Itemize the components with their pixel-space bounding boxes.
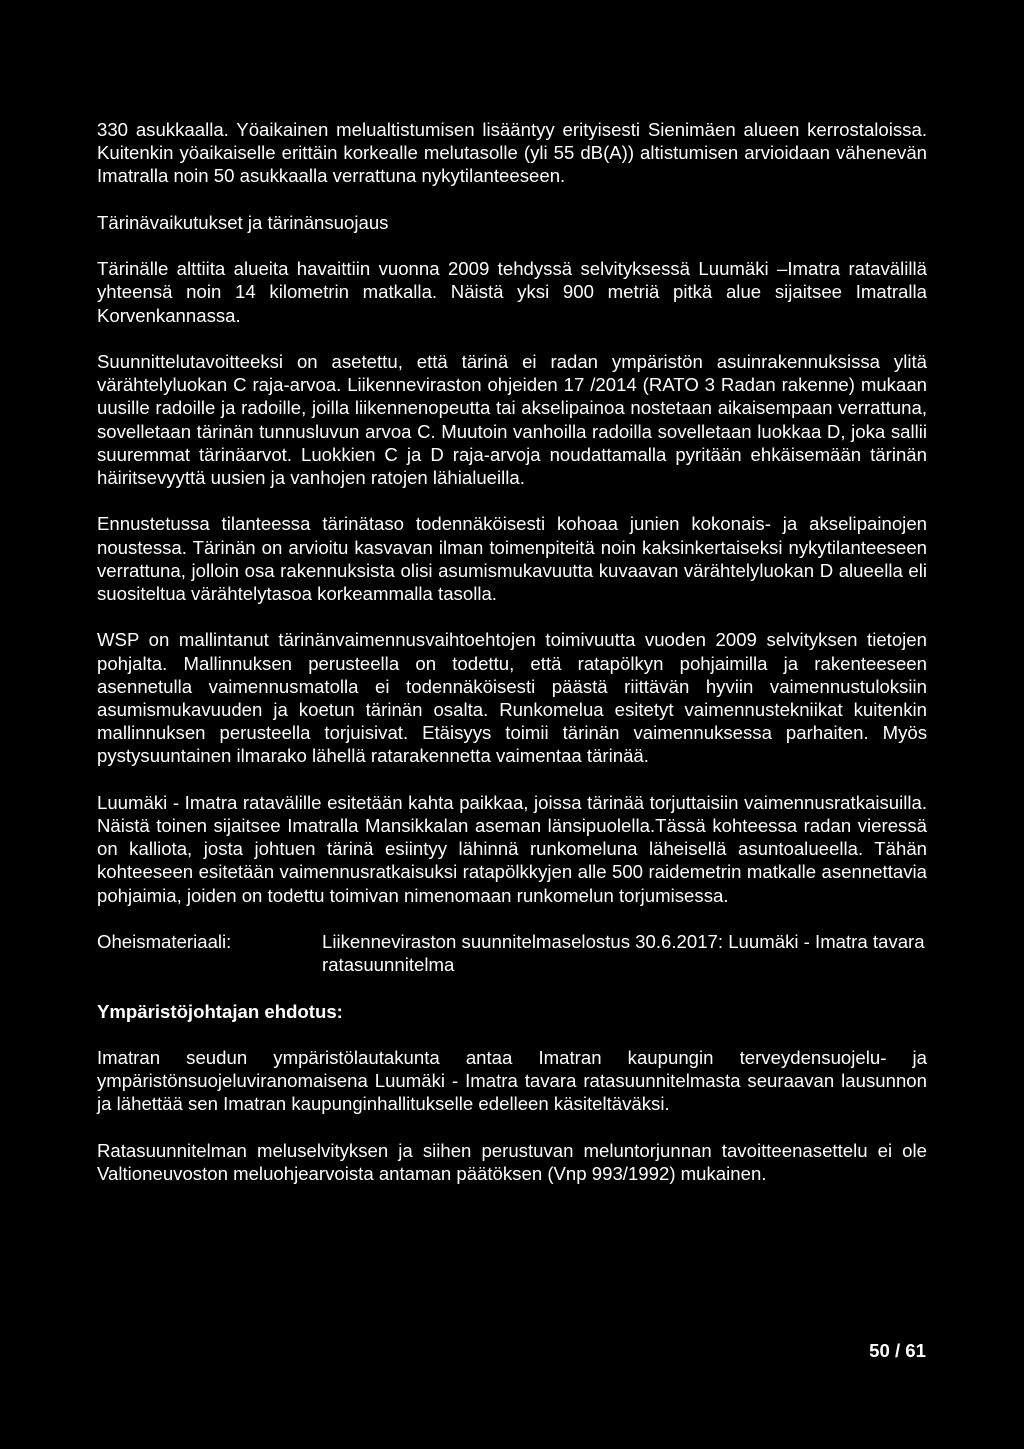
- paragraph-vibration-areas: Tärinälle alttiita alueita havaittiin vuonna 2009 tehdyssä selvityksessä Luumäki –Imatra ratavälillä yhteensä noin 14 kilometrin matkalla. Näistä yksi 900 metriä pitkä alue sijaitsee Imatralla Korvenkannassa.: [97, 258, 927, 326]
- paragraph-intro: 330 asukkaalla. Yöaikainen melualtistumisen lisääntyy erityisesti Sienimäen alueen kerrostaloissa. Kuitenkin yöaikaiselle erittäin korkealle melutasolle (yli 55 dB(A)) altistumisen arvioidaan vähenevän Imatralla noin 50 asukkaalla verrattuna nykytilanteeseen.: [97, 119, 927, 187]
- page-number: 50 / 61: [869, 1340, 926, 1361]
- document-body: [97, 118, 927, 1185]
- proposal-heading: Ympäristöjohtajan ehdotus:: [97, 1000, 343, 1022]
- paragraph-forecast: Ennustetussa tilanteessa tärinätaso todennäköisesti kohoaa junien kokonais- ja akselipainojen noustessa. Tärinän on arvioitu kasvavan ilman toimenpiteitä noin kaksinkertaiseksi nykytilanteeseen verrattuna, jolloin osa rakennuksista olisi asumismukavuutta kuvaavan värähtelyluokan D alueella eli suositeltua värähtelytasoa korkeammalla tasolla.: [97, 513, 927, 604]
- paragraph-wsp-modelling: WSP on mallintanut tärinänvaimennusvaihtoehtojen toimivuutta vuoden 2009 selvityksen tietojen pohjalta. Mallinnuksen perusteella on todettu, että ratapölkyn pohjaimilla ja rakenteeseen asennetulla vaimennusmatolla ei todennäköisesti päästä riittävän hyviin vaimennustuloksiin asumismukavuuden ja koetun tärinän osalta. Runkomelua esitetyt vaimennustekniikat kuitenkin mallinnuksen perusteella torjuisivat. Etäisyys toimii tärinän vaimennuksessa parhaiten. Myös pystysuuntainen ilmarako lähellä ratarakennetta vaimentaa tärinää.: [97, 629, 927, 767]
- section-heading: Tärinävaikutukset ja tärinänsuojaus: [97, 211, 389, 233]
- paragraph-noise-target: Ratasuunnitelman meluselvityksen ja siihen perustuvan meluntorjunnan tavoitteenasettelu ei ole Valtioneuvoston meluohjearvoista antaman päätöksen (Vnp 993/1992) mukainen.: [97, 1139, 927, 1184]
- attachment-row: [97, 930, 927, 976]
- paragraph-design-target: Suunnittelutavoitteeksi on asetettu, että tärinä ei radan ympäristön asuinrakennuksissa ylitä värähtelyluokan C raja-arvoa. Liikenneviraston ohjeiden 17 /2014 (RATO 3 Radan rakenne) mukaan uusille radoille ja radoille, joilla liikennenopeutta tai akselipainoa nostetaan aikaisempaan verrattuna, sovelletaan tärinän tunnusluvun arvoa C. Muutoin vanhoilla radoilla sovelletaan luokkaa D, joka sallii suuremmat tärinäarvot. Luokkien C ja D raja-arvoja noudattamalla pyritään ehkäisemään tärinän häiritsevyyttä uusien ja vanhojen ratojen lähialueilla.: [97, 350, 927, 488]
- attachment-value: Liikenneviraston suunnitelmaselostus 30.6.2017: Luumäki - Imatra tavara ratasuunnitelma: [322, 931, 925, 976]
- paragraph-statement: Imatran seudun ympäristölautakunta antaa Imatran kaupungin terveydensuojelu- ja ympäristönsuojeluviranomaisena Luumäki - Imatra tavara ratasuunnitelmasta seuraavan lausunnon ja lähettää sen Imatran kaupunginhallitukselle edelleen käsiteltäväksi.: [97, 1046, 927, 1115]
- paragraph-damping-locations: Luumäki - Imatra ratavälille esitetään kahta paikkaa, joissa tärinää torjuttaisiin vaimennusratkaisuilla. Näistä toinen sijaitsee Imatralla Mansikkalan aseman länsipuolella.Tässä kohteessa radan vieressä on kalliota, josta johtuen tärinä esiintyy lähinnä runkomeluna läheisellä asuntoalueella. Tähän kohteeseen esitetään vaimennusratkaisuksi ratapölkkyjen alle 500 raidemetrin matkalle asennettavia pohjaimia, joiden on todettu toimivan nimenomaan runkomelun torjumisessa.: [97, 791, 927, 906]
- attachment-label: Oheismateriaali:: [97, 931, 232, 952]
